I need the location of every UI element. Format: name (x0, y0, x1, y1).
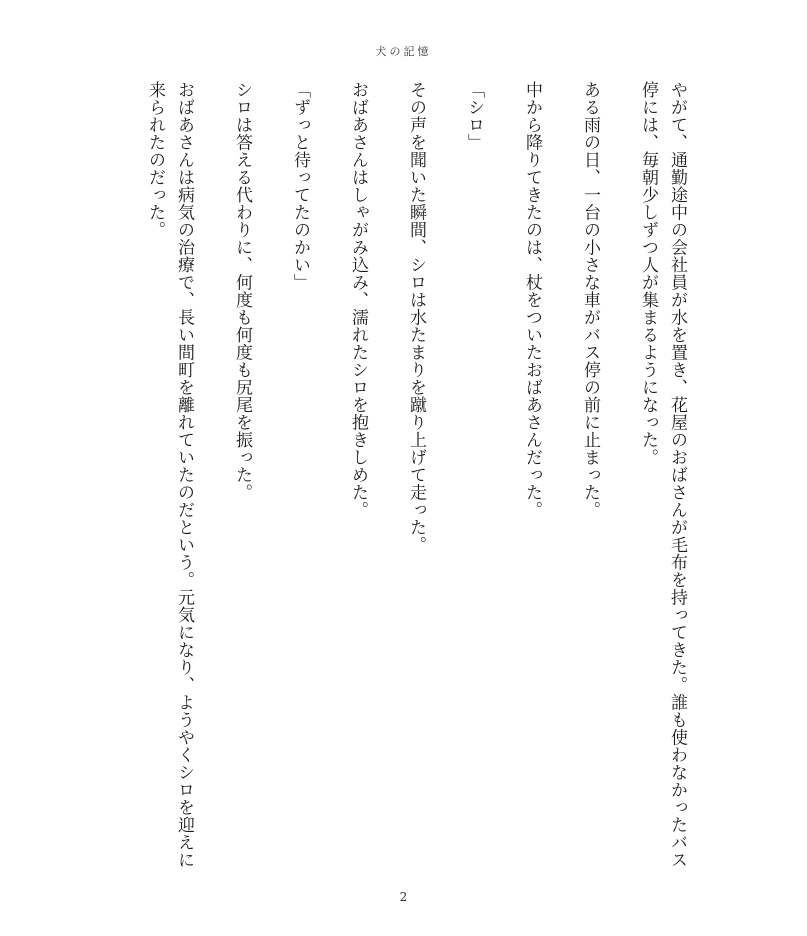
running-title: 犬の記憶 (375, 45, 432, 58)
paragraph: その声を聞いた瞬間、シロは水たまりを蹴り上げて走った。 (406, 81, 426, 554)
paragraph: やがて、通勤途中の会社員が水を置き、花屋のおばさんが毛布を持ってきた。誰も使わなかったバス停には、毎朝少しずつ人が集まるようになった。 (638, 81, 687, 869)
paragraph: 「ずっと待ってたのかい」 (290, 81, 310, 291)
page-number: 2 (399, 890, 408, 904)
paragraph: 「シロ」 (464, 81, 484, 151)
paragraph: ある雨の日、一台の小さな車がバス停の前に止まった。 (580, 81, 600, 519)
body-text (111, 81, 691, 881)
paragraph: おばあさんはしゃがみ込み、濡れたシロを抱きしめた。 (348, 81, 368, 519)
paragraph: シロは答える代わりに、何度も何度も尻尾を振った。 (232, 81, 252, 501)
paragraph: おばあさんは病気の治療で、長い間町を離れていたのだという。元気になり、ようやくシロを迎えに来られたのだった。 (145, 81, 194, 869)
paragraph: 中から降りてきたのは、杖をついたおばあさんだった。 (522, 81, 542, 519)
